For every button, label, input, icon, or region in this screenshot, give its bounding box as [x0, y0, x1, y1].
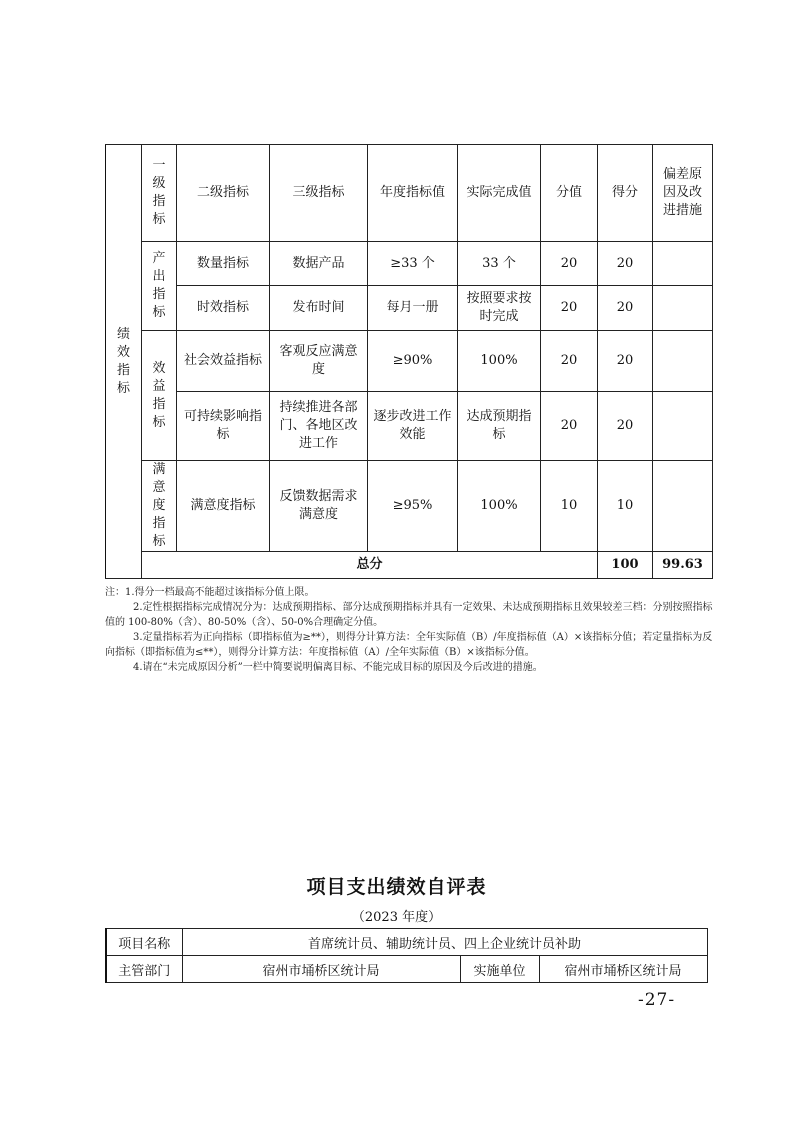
header-level3: 三级指标: [270, 145, 368, 242]
total-score: 100: [598, 552, 653, 579]
cell-deviation: [653, 286, 713, 331]
table-row: [106, 461, 713, 552]
project-row: [106, 929, 707, 956]
total-label: 总分: [142, 552, 598, 579]
cell-got: 20: [598, 242, 653, 286]
cell-level2: 社会效益指标: [177, 331, 270, 392]
note-item: 4.请在“未完成原因分析”一栏中简要说明偏离目标、不能完成目标的原因及今后改进的措施。: [133, 662, 543, 673]
cell-actual: 按照要求按时完成: [458, 286, 541, 331]
project-info-table: [105, 928, 708, 983]
header-level2: 二级指标: [177, 145, 270, 242]
header-deviation: 偏差原因及改进措施: [653, 145, 713, 242]
department-row: [106, 956, 707, 983]
note-item: 注：1.得分一档最高不能超过该指标分值上限。: [105, 587, 315, 598]
header-level1: 一级指标: [142, 145, 177, 242]
cell-level2: 可持续影响指标: [177, 392, 270, 461]
cell-level3: 反馈数据需求满意度: [270, 461, 368, 552]
cell-level3: 发布时间: [270, 286, 368, 331]
cell-level2: 数量指标: [177, 242, 270, 286]
cell-level3: 客观反应满意度: [270, 331, 368, 392]
table-row: [106, 286, 713, 331]
table-row: [106, 242, 713, 286]
cell-got: 20: [598, 331, 653, 392]
page-number: -27-: [638, 990, 676, 1010]
cell-got: 20: [598, 392, 653, 461]
form-title: 项目支出绩效自评表: [306, 876, 487, 898]
cell-actual: 100%: [458, 331, 541, 392]
cell-target: 每月一册: [368, 286, 458, 331]
group-output: 产出指标: [142, 242, 177, 331]
cell-score: 20: [541, 286, 598, 331]
project-name-label: 项目名称: [106, 929, 182, 956]
department-value: 宿州市埇桥区统计局: [182, 956, 460, 983]
group-satisfaction: 满意度指标: [142, 461, 177, 552]
cell-score: 20: [541, 242, 598, 286]
cell-level2: 时效指标: [177, 286, 270, 331]
table-notes: [105, 585, 717, 675]
cell-score: 20: [541, 331, 598, 392]
note-item: 2.定性根据指标完成情况分为：达成预期指标、部分达成预期指标并具有一定效果、未达成预期指标且效果较差三档：分别按照指标值的 100-80%（含）、80-50%（含）、50-0%合理确定分值。: [105, 602, 713, 628]
cell-score: 10: [541, 461, 598, 552]
cell-got: 20: [598, 286, 653, 331]
performance-indicator-table: [105, 144, 713, 579]
total-row: [106, 552, 713, 579]
form-year: （2023 年度）: [351, 910, 442, 925]
header-got: 得分: [598, 145, 653, 242]
cell-actual: 达成预期指标: [458, 392, 541, 461]
cell-score: 20: [541, 392, 598, 461]
header-actual: 实际完成值: [458, 145, 541, 242]
cell-got: 10: [598, 461, 653, 552]
note-item: 3.定量指标若为正向指标（即指标值为≥**），则得分计算方法：全年实际值（B）/年度指标值（A）×该指标分值；若定量指标为反向指标（即指标值为≤**），则得分计算方法：年度指标值（A）/全年实际值（B）×该指标分值。: [105, 632, 713, 658]
cell-target: ≥95%: [368, 461, 458, 552]
table-row: [106, 331, 713, 392]
performance-indicator-label: 绩效指标: [106, 145, 142, 579]
cell-actual: 100%: [458, 461, 541, 552]
project-name-value: 首席统计员、辅助统计员、四上企业统计员补助: [182, 929, 707, 956]
department-label: 主管部门: [106, 956, 182, 983]
header-row: [106, 145, 713, 242]
header-score: 分值: [541, 145, 598, 242]
total-got: 99.63: [653, 552, 713, 579]
cell-level2: 满意度指标: [177, 461, 270, 552]
cell-level3: 持续推进各部门、各地区改进工作: [270, 392, 368, 461]
unit-label: 实施单位: [460, 956, 539, 983]
cell-deviation: [653, 392, 713, 461]
unit-value: 宿州市埇桥区统计局: [539, 956, 707, 983]
cell-actual: 33 个: [458, 242, 541, 286]
header-target: 年度指标值: [368, 145, 458, 242]
cell-target: ≥33 个: [368, 242, 458, 286]
cell-deviation: [653, 242, 713, 286]
table-row: [106, 392, 713, 461]
cell-deviation: [653, 461, 713, 552]
cell-deviation: [653, 331, 713, 392]
cell-target: 逐步改进工作效能: [368, 392, 458, 461]
group-benefit: 效益指标: [142, 331, 177, 461]
cell-level3: 数据产品: [270, 242, 368, 286]
cell-target: ≥90%: [368, 331, 458, 392]
